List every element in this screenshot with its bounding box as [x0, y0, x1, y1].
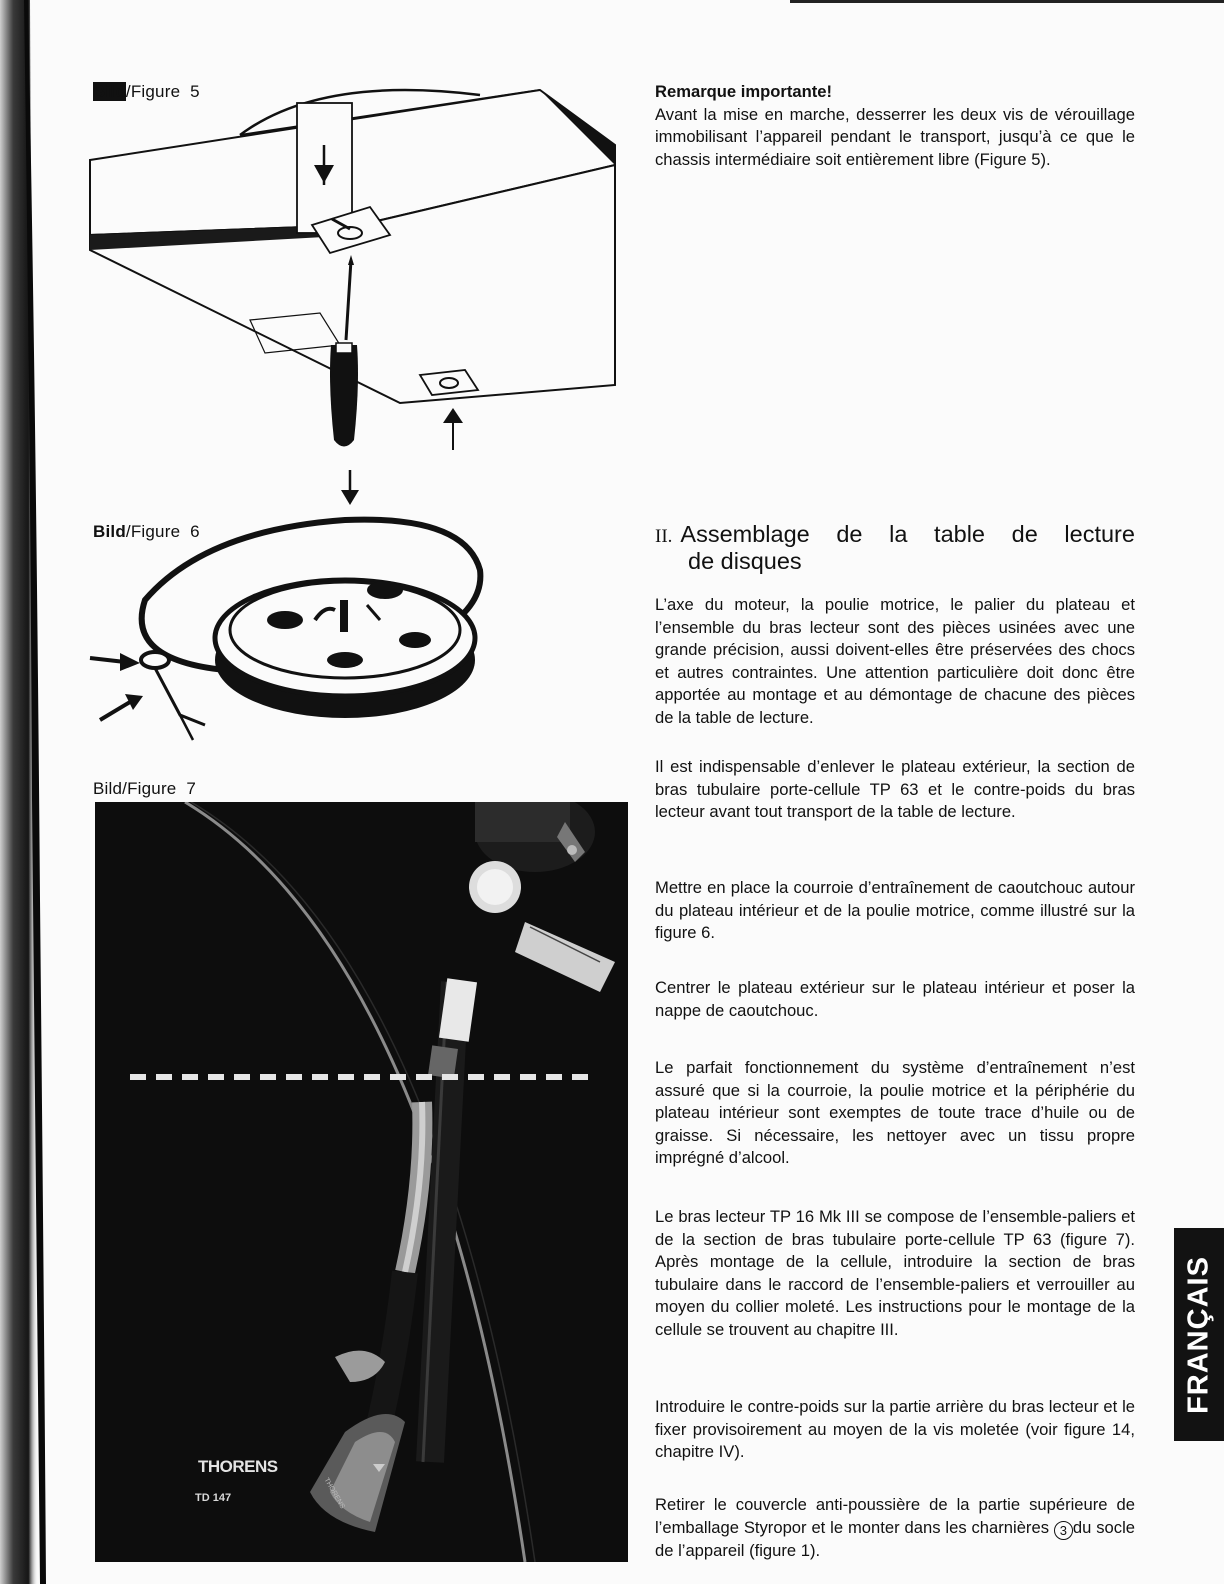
paragraph-2-block — [655, 756, 1135, 824]
paragraph-8-block — [655, 1494, 1135, 1562]
paragraph: Le parfait fonctionnement du système d’entraînement n’est assuré que si la courroie, la poulie motrice et la périphérie du plateau intérieur sont exemptes de toute trace d’huile ou de graisse. Si nécessaire, les nettoyer avec un tissu propre imprégné d’alcool. — [655, 1058, 1135, 1168]
paragraph-5-block — [655, 1057, 1135, 1170]
language-tab-label: FRANÇAIS — [1182, 1255, 1215, 1414]
paragraph-6-block — [655, 1206, 1135, 1342]
section-number: II. — [655, 526, 673, 547]
figure-6-label: Bild/Figure 6 — [93, 522, 200, 541]
language-tab — [1174, 1228, 1224, 1441]
model-text: TD 147 — [195, 1492, 232, 1504]
remark-title: Remarque importante! — [655, 82, 833, 101]
paragraph-3-block — [655, 877, 1135, 945]
paragraph: Mettre en place la courroie d’entraînement de caoutchouc autour du plateau intérieur et de la poulie motrice, comme illustré sur la figure 6. — [655, 878, 1135, 943]
figure-5-illustration — [60, 85, 620, 505]
figure-6-illustration — [85, 510, 505, 750]
figure-7-photo — [95, 802, 628, 1562]
headshell-brand-text: THORENS — [322, 1476, 346, 1511]
binding-shadow — [0, 0, 50, 1584]
circled-number: 3 — [1054, 1521, 1073, 1540]
remark-text: Avant la mise en marche, desserrer les deux vis de vérouillage immobilisant l’appareil pendant le transport, jusqu’à ce que le chassis intermédiaire soit entièrement libre (Figure 5). — [655, 104, 1135, 169]
paragraph-1-block — [655, 594, 1135, 730]
paragraph-4-block — [655, 977, 1135, 1022]
paragraph: Centrer le plateau extérieur sur le plateau intérieur et poser la nappe de caoutchouc. — [655, 978, 1135, 1020]
paragraph: Le bras lecteur TP 16 Mk III se compose de l’ensemble-paliers et de la section de bras tubulaire porte-cellule TP 63 (figure 7). Après montage de la cellule, introduire la section de bras tubulaire dans le raccord de l’ensemble-paliers et verrouiller au moyen du collier moleté. Les instructions pour le montage de la cellule se trouvent au chapitre III. — [655, 1207, 1135, 1339]
paragraph: Il est indispensable d’enlever le plateau extérieur, la section de bras tubulaire porte-cellule TP 63 et le contre-poids du bras lecteur avant tout transport de la table de lecture. — [655, 757, 1135, 822]
paragraph-7-block — [655, 1396, 1135, 1464]
figure-7-label: Bild/Figure 7 — [93, 779, 196, 798]
paragraph: Retirer le couvercle anti-poussière de la partie supérieure de l’emballage Styropor et le monter dans les charnières 3 du socle de l’appareil (figure 1). — [655, 1495, 1135, 1560]
section-heading: II. Assemblage de la table de lecture de disques — [655, 521, 1135, 574]
brand-logo-text: THORENS — [198, 1457, 278, 1476]
top-rule — [790, 0, 1224, 3]
tonearm-photo-drawing — [95, 802, 628, 1562]
figure-5-label: Bild/Figure 5 — [93, 82, 200, 101]
paragraph: Introduire le contre-poids sur la partie arrière du bras lecteur et le fixer provisoirement au moyen de la vis moletée (voir figure 14, chapitre IV). — [655, 1397, 1135, 1462]
section-title-line-2: de disques — [688, 548, 802, 574]
paragraph: L’axe du moteur, la poulie motrice, le palier du plateau et l’ensemble du bras lecteur sont des pièces usinées avec une grande précision, aussi doivent-elles être préservées des chocs et autres contraintes. Une attention particulière doit donc être apportée au montage et au démontage de chacune des pièces de la table de lecture. — [655, 595, 1135, 727]
remark-block — [655, 81, 1135, 171]
